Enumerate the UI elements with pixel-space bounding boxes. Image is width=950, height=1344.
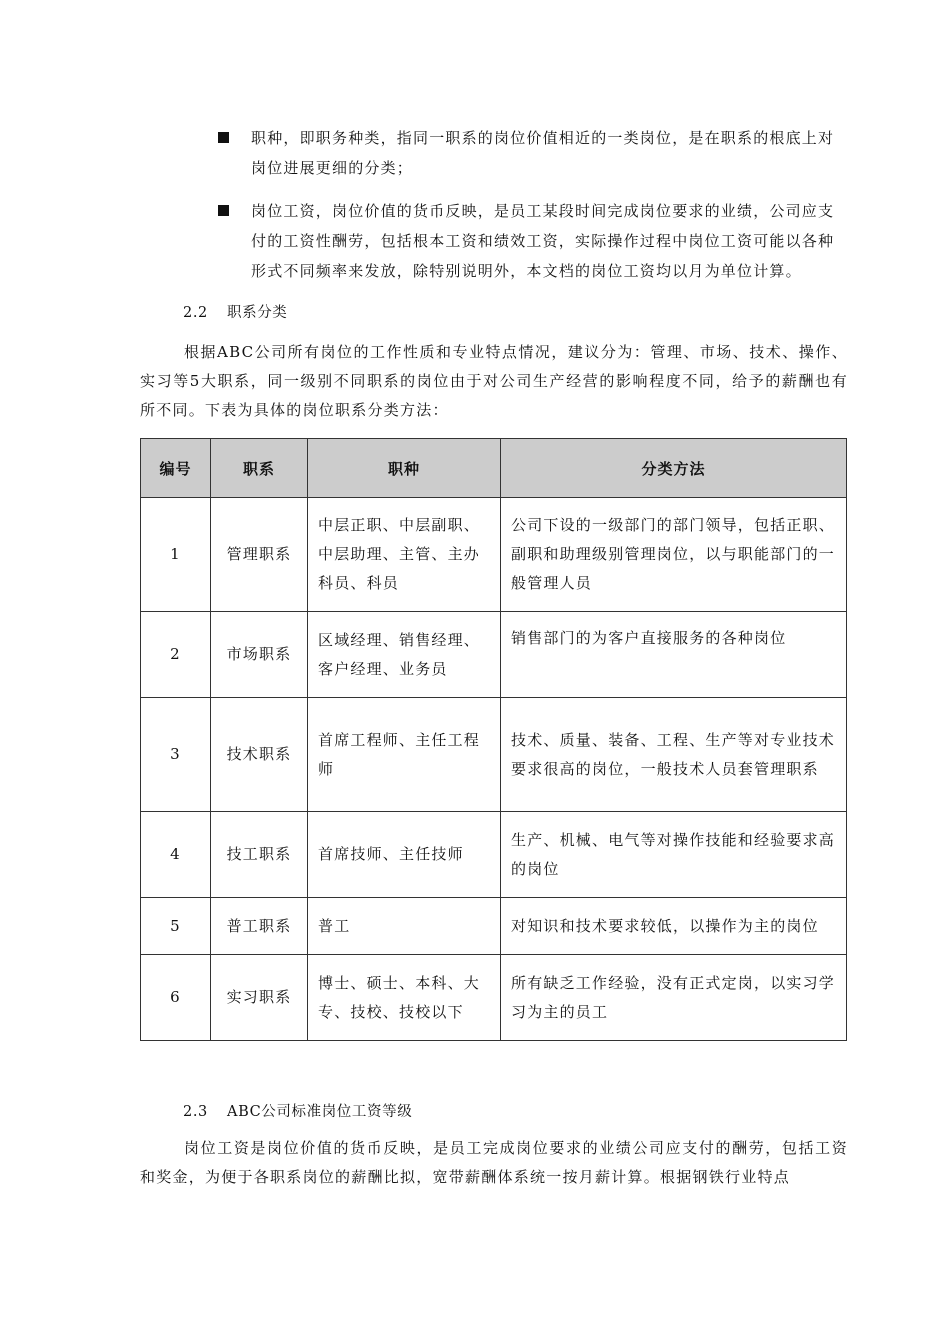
cell-method: 技术、质量、装备、工程、生产等对专业技术要求很高的岗位，一般技术人员套管理职系 xyxy=(501,698,847,812)
section-title: ABC公司标准岗位工资等级 xyxy=(227,1104,413,1120)
cell-id: 4 xyxy=(141,812,211,898)
cell-method: 公司下设的一级部门的部门领导，包括正职、副职和助理级别管理岗位，以与职能部门的一般管理人员 xyxy=(501,498,847,612)
cell-method: 所有缺乏工作经验，没有正式定岗，以实习学习为主的员工 xyxy=(501,955,847,1041)
cell-id: 2 xyxy=(141,612,211,698)
cell-id: 6 xyxy=(141,955,211,1041)
cell-id: 1 xyxy=(141,498,211,612)
cell-id: 3 xyxy=(141,698,211,812)
section-title: 职系分类 xyxy=(227,305,288,321)
cell-types: 博士、硕士、本科、大专、技校、技校以下 xyxy=(308,955,501,1041)
header-series: 职系 xyxy=(211,439,308,498)
table-row xyxy=(141,955,847,1041)
cell-types: 中层正职、中层副职、中层助理、主管、主办科员、科员 xyxy=(308,498,501,612)
cell-method: 生产、机械、电气等对操作技能和经验要求高的岗位 xyxy=(501,812,847,898)
cell-series: 技术职系 xyxy=(211,698,308,812)
bullet-item-position-salary xyxy=(218,196,848,286)
section-heading-2-3 xyxy=(183,1100,412,1121)
square-bullet-icon xyxy=(218,132,229,143)
cell-series: 技工职系 xyxy=(211,812,308,898)
cell-method: 对知识和技术要求较低，以操作为主的岗位 xyxy=(501,898,847,955)
cell-method: 销售部门的为客户直接服务的各种岗位 xyxy=(501,612,847,698)
job-series-table xyxy=(140,438,847,1041)
cell-types: 首席技师、主任技师 xyxy=(308,812,501,898)
cell-series: 管理职系 xyxy=(211,498,308,612)
paragraph-2-3: 岗位工资是岗位价值的货币反映，是员工完成岗位要求的业绩公司应支付的酬劳，包括工资和奖金，为便于各职系岗位的薪酬比拟，宽带薪酬体系统一按月薪计算。根据钢铁行业特点 xyxy=(140,1139,848,1186)
table-row xyxy=(141,698,847,812)
cell-types: 区域经理、销售经理、客户经理、业务员 xyxy=(308,612,501,698)
table-header-row xyxy=(141,439,847,498)
table-row xyxy=(141,812,847,898)
header-types: 职种 xyxy=(308,439,501,498)
square-bullet-icon xyxy=(218,205,229,216)
cell-types: 普工 xyxy=(308,898,501,955)
section-heading-2-2 xyxy=(183,301,287,322)
bullet-item-job-type xyxy=(218,123,848,183)
bullet-text: 岗位工资，岗位价值的货币反映，是员工某段时间完成岗位要求的业绩，公司应支付的工资性酬劳，包括根本工资和绩效工资，实际操作过程中岗位工资可能以各种形式不同频率来发放，除特别说明外，本文档的岗位工资均以月为单位计算。 xyxy=(251,202,835,280)
table-row xyxy=(141,898,847,955)
cell-types: 首席工程师、主任工程师 xyxy=(308,698,501,812)
table-row xyxy=(141,612,847,698)
paragraph-2-2: 根据ABC公司所有岗位的工作性质和专业特点情况，建议分为：管理、市场、技术、操作、实习等5大职系，同一级别不同职系的岗位由于对公司生产经营的影响程度不同，给予的薪酬也有所不同。下表为具体的岗位职系分类方法： xyxy=(140,343,848,419)
table-row xyxy=(141,498,847,612)
cell-series: 普工职系 xyxy=(211,898,308,955)
section-number: 2.2 xyxy=(183,305,208,321)
section-number: 2.3 xyxy=(183,1104,208,1120)
cell-id: 5 xyxy=(141,898,211,955)
header-method: 分类方法 xyxy=(501,439,847,498)
cell-series: 实习职系 xyxy=(211,955,308,1041)
cell-series: 市场职系 xyxy=(211,612,308,698)
header-id: 编号 xyxy=(141,439,211,498)
bullet-text: 职种，即职务种类，指同一职系的岗位价值相近的一类岗位，是在职系的根底上对岗位进展更细的分类； xyxy=(251,129,835,177)
